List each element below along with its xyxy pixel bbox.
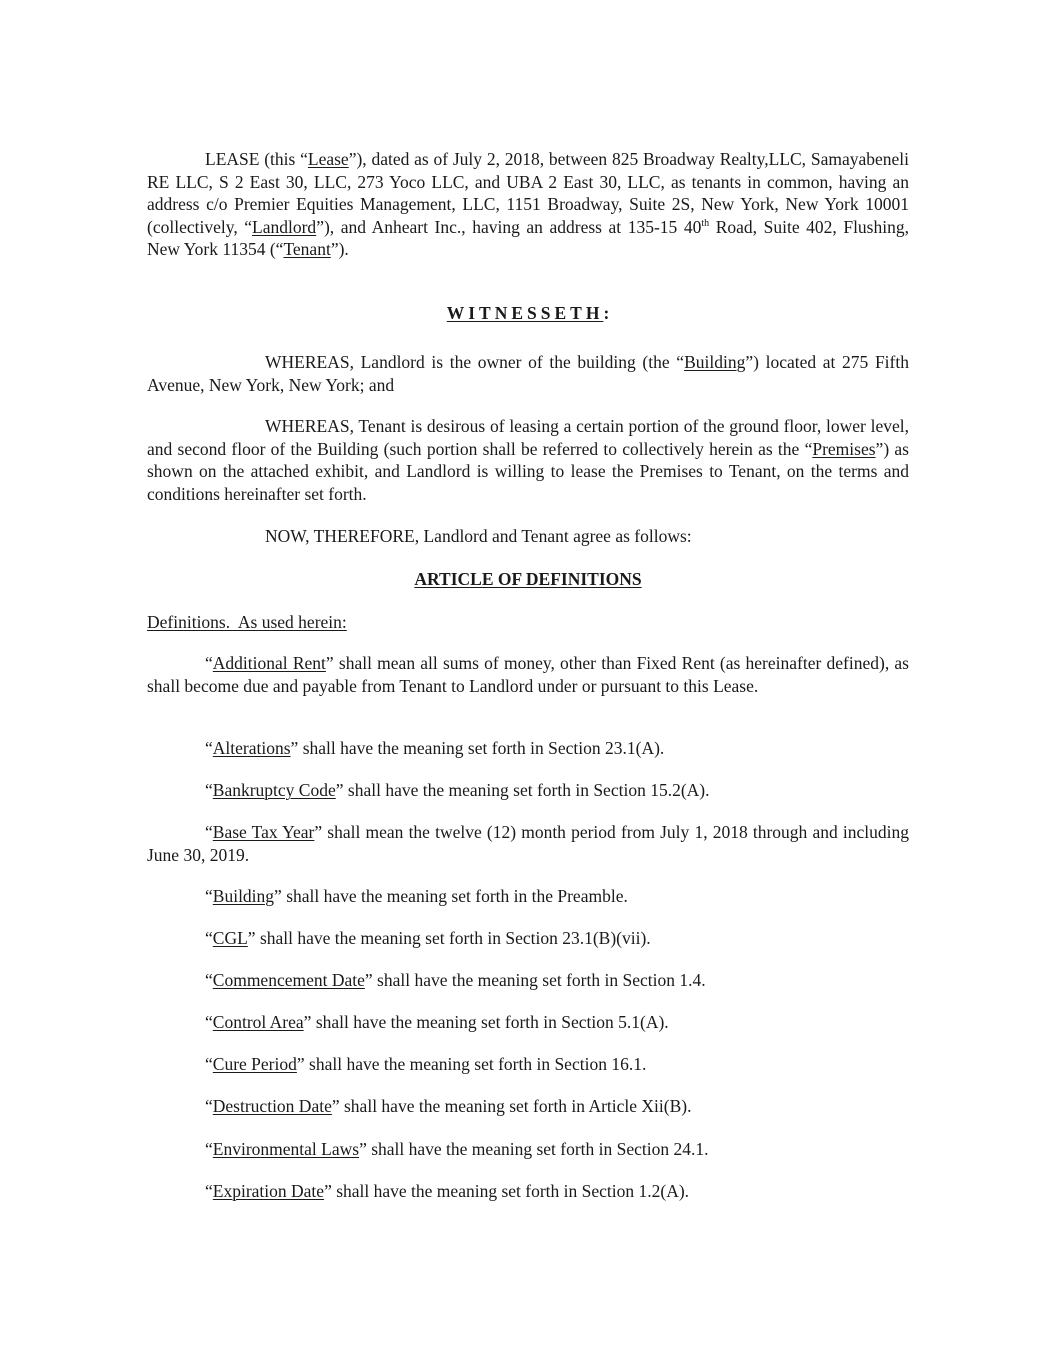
definition-item: “Expiration Date” shall have the meaning set forth in Section 1.2(A). bbox=[205, 1181, 690, 1201]
preamble-text: ”), dated as of July 2, 2018, between 825 Broadway Realty,LLC, Samayabeneli RE LLC, S 2 East 30, LLC, 273 Yoco LLC, and UBA 2 East 30, LLC, as tenants in common, having an address c/o Premier Equities Management, LLC, 1151 Broadway, Suite 2S, New York, New York 10001 (collectively, “ bbox=[147, 149, 909, 237]
whereas-premises-paragraph bbox=[147, 415, 909, 505]
preamble-text: LEASE (this “ bbox=[205, 149, 308, 169]
definition-text: shall have the meaning set forth in Section 5.1(A). bbox=[311, 1012, 669, 1032]
witnesseth-colon: : bbox=[603, 303, 610, 323]
definition-text: shall have the meaning set forth in Section 16.1. bbox=[304, 1054, 647, 1074]
definition-term: Expiration Date bbox=[212, 1181, 325, 1201]
definition-term: Cure Period bbox=[212, 1054, 297, 1074]
definition-term: Environmental Laws bbox=[212, 1139, 360, 1159]
now-therefore-line: NOW, THEREFORE, Landlord and Tenant agree as follows: bbox=[265, 526, 692, 546]
definition-text: shall have the meaning set forth in Section 23.1(B)(vii). bbox=[255, 928, 651, 948]
definition-text: shall mean all sums of money, other than Fixed Rent (as hereinafter defined), as shall become due and payable from Tenant to Landlord under or pursuant to this Lease. bbox=[147, 653, 909, 696]
definition-text: shall mean the twelve (12) month period from July 1, 2018 through and including June 30, 2019. bbox=[147, 822, 909, 865]
definition-text: shall have the meaning set forth in Section 15.2(A). bbox=[343, 780, 710, 800]
whereas-text: WHEREAS, Landlord is the owner of the building (the “ bbox=[265, 352, 685, 372]
definition-term: Alterations bbox=[212, 738, 291, 758]
definition-text: shall have the meaning set forth in Article Xii(B). bbox=[339, 1096, 692, 1116]
definition-text: shall have the meaning set forth in the Preamble. bbox=[281, 886, 628, 906]
whereas-text: ”) as shown on the attached exhibit, and Landlord is willing to lease the Premises to Tenant, on the terms and conditions hereinafter set forth. bbox=[147, 438, 909, 504]
definition-term: CGL bbox=[212, 928, 248, 948]
definition-item: “Commencement Date” shall have the meaning set forth in Section 1.4. bbox=[205, 970, 706, 990]
definition-item: “Control Area” shall have the meaning set forth in Section 5.1(A). bbox=[205, 1012, 669, 1032]
definition-term: Building bbox=[212, 886, 275, 906]
definition-item: “CGL” shall have the meaning set forth in Section 23.1(B)(vii). bbox=[205, 928, 651, 948]
definition-term: Commencement Date bbox=[212, 970, 365, 990]
definition-item: “Cure Period” shall have the meaning set forth in Section 16.1. bbox=[205, 1054, 647, 1074]
definition-text: shall have the meaning set forth in Section 23.1(A). bbox=[298, 738, 665, 758]
definitions-intro-text: Definitions. As used herein: bbox=[147, 612, 347, 632]
whereas-text: WHEREAS, Tenant is desirous of leasing a certain portion of the ground floor, lower level, and second floor of the Building (such portion shall be referred to collectively herein as the “ bbox=[147, 416, 909, 459]
definition-term: Control Area bbox=[212, 1012, 304, 1032]
witnesseth-word: WITNESSETH bbox=[446, 303, 604, 323]
whereas-building-paragraph bbox=[147, 351, 909, 396]
term-lease: Lease bbox=[307, 149, 349, 169]
term-building: Building bbox=[684, 352, 746, 372]
definition-item: “Building” shall have the meaning set forth in the Preamble. bbox=[205, 886, 628, 906]
definition-text: shall have the meaning set forth in Section 1.2(A). bbox=[331, 1181, 690, 1201]
preamble-paragraph bbox=[147, 148, 909, 261]
witnesseth-heading bbox=[147, 302, 909, 325]
definition-item: “Bankruptcy Code” shall have the meaning set forth in Section 15.2(A). bbox=[205, 780, 710, 800]
preamble-text: ”). bbox=[330, 239, 349, 259]
definition-item: “Environmental Laws” shall have the meaning set forth in Section 24.1. bbox=[205, 1139, 709, 1159]
whereas-text: ”) located at 275 Fifth Avenue, New York, New York; and bbox=[147, 352, 909, 395]
definition-item: “Base Tax Year” shall mean the twelve (12) month period from July 1, 2018 through and including June 30, 2019. bbox=[147, 822, 909, 865]
definition-item: “Destruction Date” shall have the meaning set forth in Article Xii(B). bbox=[205, 1096, 692, 1116]
ordinal-suffix: th bbox=[701, 217, 710, 229]
definition-text: shall have the meaning set forth in Section 1.4. bbox=[372, 970, 706, 990]
preamble-text: ”), and Anheart Inc., having an address at 135-15 40 bbox=[316, 216, 702, 237]
term-premises: Premises bbox=[812, 438, 876, 459]
definitions-intro bbox=[147, 611, 909, 634]
definition-term: Destruction Date bbox=[212, 1096, 332, 1116]
definition-term: Base Tax Year bbox=[212, 822, 315, 842]
definition-text: shall have the meaning set forth in Section 24.1. bbox=[366, 1139, 709, 1159]
definition-term: Additional Rent bbox=[212, 653, 326, 673]
definition-item: “Additional Rent” shall mean all sums of money, other than Fixed Rent (as hereinafter defined), as shall become due and payable from Tenant to Landlord under or pursuant to this Lease. bbox=[147, 653, 909, 696]
term-landlord: Landlord bbox=[252, 216, 317, 237]
term-tenant: Tenant bbox=[283, 239, 331, 259]
article-heading: ARTICLE OF DEFINITIONS bbox=[414, 569, 642, 589]
definition-item: “Alterations” shall have the meaning set forth in Section 23.1(A). bbox=[205, 738, 665, 758]
definition-term: Bankruptcy Code bbox=[212, 780, 336, 800]
preamble-text: Road, Suite 402, Flushing, New York 11354 (“ bbox=[147, 216, 909, 259]
